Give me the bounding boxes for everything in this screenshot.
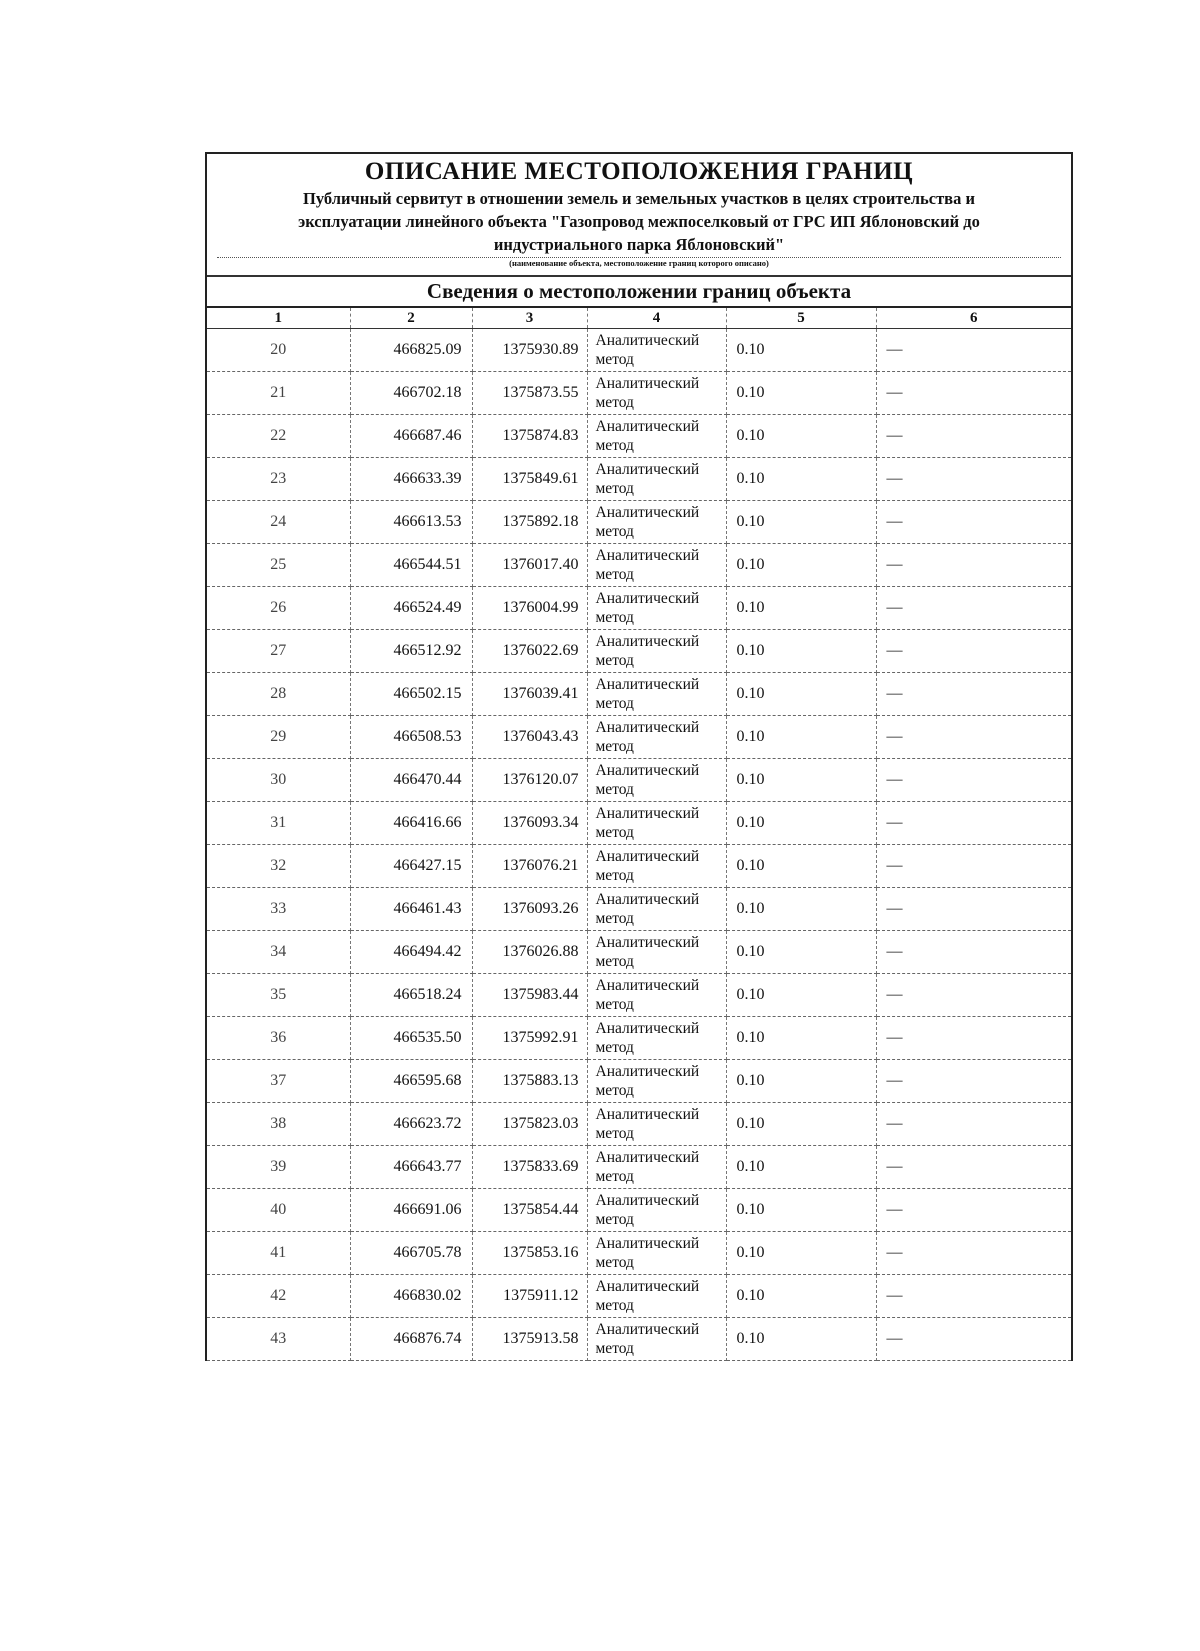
- note-cell: —: [876, 1146, 1071, 1189]
- x-coordinate-cell: 466427.15: [350, 845, 472, 888]
- x-coordinate-cell: 466502.15: [350, 673, 472, 716]
- accuracy-cell: 0.10: [726, 630, 876, 673]
- x-coordinate-cell: 466825.09: [350, 329, 472, 372]
- x-coordinate-cell: 466876.74: [350, 1318, 472, 1361]
- note-cell: —: [876, 802, 1071, 845]
- point-number-cell: 31: [207, 802, 350, 845]
- point-number-cell: 30: [207, 759, 350, 802]
- y-coordinate-cell: 1375853.16: [472, 1232, 587, 1275]
- y-coordinate-cell: 1376043.43: [472, 716, 587, 759]
- table-row: [207, 458, 1071, 501]
- x-coordinate-cell: 466705.78: [350, 1232, 472, 1275]
- column-header: 3: [472, 308, 587, 329]
- accuracy-cell: 0.10: [726, 888, 876, 931]
- column-header: 2: [350, 308, 472, 329]
- note-cell: —: [876, 415, 1071, 458]
- point-number-cell: 25: [207, 544, 350, 587]
- x-coordinate-cell: 466702.18: [350, 372, 472, 415]
- note-cell: —: [876, 759, 1071, 802]
- method-cell: Аналитический метод: [587, 888, 726, 931]
- method-cell: Аналитический метод: [587, 415, 726, 458]
- table-row: [207, 1189, 1071, 1232]
- x-coordinate-cell: 466613.53: [350, 501, 472, 544]
- object-name-line-2: эксплуатации линейного объекта "Газопровод межпоселковый от ГРС ИП Яблоновский до: [298, 212, 980, 231]
- table-row: [207, 931, 1071, 974]
- y-coordinate-cell: 1375873.55: [472, 372, 587, 415]
- x-coordinate-cell: 466524.49: [350, 587, 472, 630]
- x-coordinate-cell: 466691.06: [350, 1189, 472, 1232]
- method-cell: Аналитический метод: [587, 931, 726, 974]
- note-cell: —: [876, 1189, 1071, 1232]
- y-coordinate-cell: 1376039.41: [472, 673, 587, 716]
- x-coordinate-cell: 466470.44: [350, 759, 472, 802]
- method-cell: Аналитический метод: [587, 329, 726, 372]
- note-cell: —: [876, 1017, 1071, 1060]
- table-row: [207, 1146, 1071, 1189]
- accuracy-cell: 0.10: [726, 974, 876, 1017]
- note-cell: —: [876, 501, 1071, 544]
- table-row: [207, 673, 1071, 716]
- document-title: ОПИСАНИЕ МЕСТОПОЛОЖЕНИЯ ГРАНИЦ: [364, 158, 914, 185]
- x-coordinate-cell: 466512.92: [350, 630, 472, 673]
- method-cell: Аналитический метод: [587, 1232, 726, 1275]
- table-row: [207, 1275, 1071, 1318]
- accuracy-cell: 0.10: [726, 501, 876, 544]
- table-body: [207, 329, 1071, 1361]
- x-coordinate-cell: 466544.51: [350, 544, 472, 587]
- table-row: [207, 1017, 1071, 1060]
- y-coordinate-cell: 1376017.40: [472, 544, 587, 587]
- method-cell: Аналитический метод: [587, 458, 726, 501]
- table-row: [207, 1318, 1071, 1361]
- accuracy-cell: 0.10: [726, 1146, 876, 1189]
- point-number-cell: 43: [207, 1318, 350, 1361]
- point-number-cell: 39: [207, 1146, 350, 1189]
- y-coordinate-cell: 1375892.18: [472, 501, 587, 544]
- note-cell: —: [876, 587, 1071, 630]
- note-cell: —: [876, 845, 1071, 888]
- point-number-cell: 34: [207, 931, 350, 974]
- x-coordinate-cell: 466623.72: [350, 1103, 472, 1146]
- accuracy-cell: 0.10: [726, 716, 876, 759]
- object-name-caption: (наименование объекта, местоположение границ которого описано): [509, 258, 769, 268]
- accuracy-cell: 0.10: [726, 1017, 876, 1060]
- y-coordinate-cell: 1375930.89: [472, 329, 587, 372]
- note-cell: —: [876, 1318, 1071, 1361]
- y-coordinate-cell: 1376026.88: [472, 931, 587, 974]
- y-coordinate-cell: 1375911.12: [472, 1275, 587, 1318]
- y-coordinate-cell: 1375874.83: [472, 415, 587, 458]
- note-cell: —: [876, 716, 1071, 759]
- point-number-cell: 23: [207, 458, 350, 501]
- y-coordinate-cell: 1375992.91: [472, 1017, 587, 1060]
- x-coordinate-cell: 466494.42: [350, 931, 472, 974]
- point-number-cell: 33: [207, 888, 350, 931]
- method-cell: Аналитический метод: [587, 759, 726, 802]
- note-cell: —: [876, 888, 1071, 931]
- table-row: [207, 1060, 1071, 1103]
- table-row: [207, 888, 1071, 931]
- point-number-cell: 27: [207, 630, 350, 673]
- note-cell: —: [876, 630, 1071, 673]
- method-cell: Аналитический метод: [587, 802, 726, 845]
- table-row: [207, 759, 1071, 802]
- point-number-cell: 40: [207, 1189, 350, 1232]
- column-header: 4: [587, 308, 726, 329]
- table-row: [207, 630, 1071, 673]
- method-cell: Аналитический метод: [587, 1189, 726, 1232]
- note-cell: —: [876, 931, 1071, 974]
- y-coordinate-cell: 1375983.44: [472, 974, 587, 1017]
- method-cell: Аналитический метод: [587, 673, 726, 716]
- table-row: [207, 974, 1071, 1017]
- method-cell: Аналитический метод: [587, 587, 726, 630]
- accuracy-cell: 0.10: [726, 329, 876, 372]
- table-row: [207, 1232, 1071, 1275]
- point-number-cell: 26: [207, 587, 350, 630]
- object-name-line-3: индустриального парка Яблоновский": [493, 235, 785, 254]
- accuracy-cell: 0.10: [726, 673, 876, 716]
- method-cell: Аналитический метод: [587, 544, 726, 587]
- table-row: [207, 415, 1071, 458]
- point-number-cell: 35: [207, 974, 350, 1017]
- boundary-description-form: [205, 152, 1073, 1361]
- document-header: [207, 154, 1071, 277]
- y-coordinate-cell: 1375883.13: [472, 1060, 587, 1103]
- method-cell: Аналитический метод: [587, 845, 726, 888]
- y-coordinate-cell: 1376076.21: [472, 845, 587, 888]
- x-coordinate-cell: 466595.68: [350, 1060, 472, 1103]
- y-coordinate-cell: 1376022.69: [472, 630, 587, 673]
- column-header: 6: [876, 308, 1071, 329]
- method-cell: Аналитический метод: [587, 1103, 726, 1146]
- table-row: [207, 845, 1071, 888]
- y-coordinate-cell: 1375833.69: [472, 1146, 587, 1189]
- point-number-cell: 21: [207, 372, 350, 415]
- note-cell: —: [876, 372, 1071, 415]
- table-row: [207, 372, 1071, 415]
- accuracy-cell: 0.10: [726, 931, 876, 974]
- method-cell: Аналитический метод: [587, 1017, 726, 1060]
- accuracy-cell: 0.10: [726, 544, 876, 587]
- table-row: [207, 716, 1071, 759]
- accuracy-cell: 0.10: [726, 1275, 876, 1318]
- method-cell: Аналитический метод: [587, 1060, 726, 1103]
- section-title: Сведения о местоположении границ объекта: [207, 277, 1071, 308]
- note-cell: —: [876, 544, 1071, 587]
- note-cell: —: [876, 974, 1071, 1017]
- y-coordinate-cell: 1375823.03: [472, 1103, 587, 1146]
- table-row: [207, 329, 1071, 372]
- accuracy-cell: 0.10: [726, 1060, 876, 1103]
- point-number-cell: 24: [207, 501, 350, 544]
- note-cell: —: [876, 673, 1071, 716]
- y-coordinate-cell: 1375849.61: [472, 458, 587, 501]
- accuracy-cell: 0.10: [726, 1232, 876, 1275]
- x-coordinate-cell: 466830.02: [350, 1275, 472, 1318]
- accuracy-cell: 0.10: [726, 415, 876, 458]
- point-number-cell: 22: [207, 415, 350, 458]
- column-header: 5: [726, 308, 876, 329]
- x-coordinate-cell: 466461.43: [350, 888, 472, 931]
- accuracy-cell: 0.10: [726, 1318, 876, 1361]
- x-coordinate-cell: 466633.39: [350, 458, 472, 501]
- table-row: [207, 587, 1071, 630]
- accuracy-cell: 0.10: [726, 845, 876, 888]
- accuracy-cell: 0.10: [726, 458, 876, 501]
- note-cell: —: [876, 1232, 1071, 1275]
- accuracy-cell: 0.10: [726, 759, 876, 802]
- point-number-cell: 32: [207, 845, 350, 888]
- x-coordinate-cell: 466518.24: [350, 974, 472, 1017]
- method-cell: Аналитический метод: [587, 1146, 726, 1189]
- y-coordinate-cell: 1376093.26: [472, 888, 587, 931]
- y-coordinate-cell: 1375913.58: [472, 1318, 587, 1361]
- accuracy-cell: 0.10: [726, 1189, 876, 1232]
- accuracy-cell: 0.10: [726, 372, 876, 415]
- point-number-cell: 28: [207, 673, 350, 716]
- table-row: [207, 802, 1071, 845]
- y-coordinate-cell: 1376120.07: [472, 759, 587, 802]
- method-cell: Аналитический метод: [587, 630, 726, 673]
- object-name-line-1: Публичный сервитут в отношении земель и земельных участков в целях строительства и: [303, 189, 975, 208]
- method-cell: Аналитический метод: [587, 501, 726, 544]
- note-cell: —: [876, 458, 1071, 501]
- point-number-cell: 41: [207, 1232, 350, 1275]
- y-coordinate-cell: 1376004.99: [472, 587, 587, 630]
- note-cell: —: [876, 1060, 1071, 1103]
- note-cell: —: [876, 1103, 1071, 1146]
- point-number-cell: 29: [207, 716, 350, 759]
- table-row: [207, 501, 1071, 544]
- coordinates-table: [207, 308, 1071, 1361]
- column-header: 1: [207, 308, 350, 329]
- point-number-cell: 36: [207, 1017, 350, 1060]
- table-row: [207, 1103, 1071, 1146]
- method-cell: Аналитический метод: [587, 974, 726, 1017]
- y-coordinate-cell: 1376093.34: [472, 802, 587, 845]
- point-number-cell: 37: [207, 1060, 350, 1103]
- method-cell: Аналитический метод: [587, 716, 726, 759]
- x-coordinate-cell: 466687.46: [350, 415, 472, 458]
- x-coordinate-cell: 466535.50: [350, 1017, 472, 1060]
- x-coordinate-cell: 466416.66: [350, 802, 472, 845]
- accuracy-cell: 0.10: [726, 1103, 876, 1146]
- method-cell: Аналитический метод: [587, 1318, 726, 1361]
- table-header-row: [207, 308, 1071, 329]
- note-cell: —: [876, 329, 1071, 372]
- accuracy-cell: 0.10: [726, 802, 876, 845]
- x-coordinate-cell: 466643.77: [350, 1146, 472, 1189]
- method-cell: Аналитический метод: [587, 1275, 726, 1318]
- point-number-cell: 38: [207, 1103, 350, 1146]
- accuracy-cell: 0.10: [726, 587, 876, 630]
- method-cell: Аналитический метод: [587, 372, 726, 415]
- y-coordinate-cell: 1375854.44: [472, 1189, 587, 1232]
- point-number-cell: 42: [207, 1275, 350, 1318]
- x-coordinate-cell: 466508.53: [350, 716, 472, 759]
- note-cell: —: [876, 1275, 1071, 1318]
- point-number-cell: 20: [207, 329, 350, 372]
- table-row: [207, 544, 1071, 587]
